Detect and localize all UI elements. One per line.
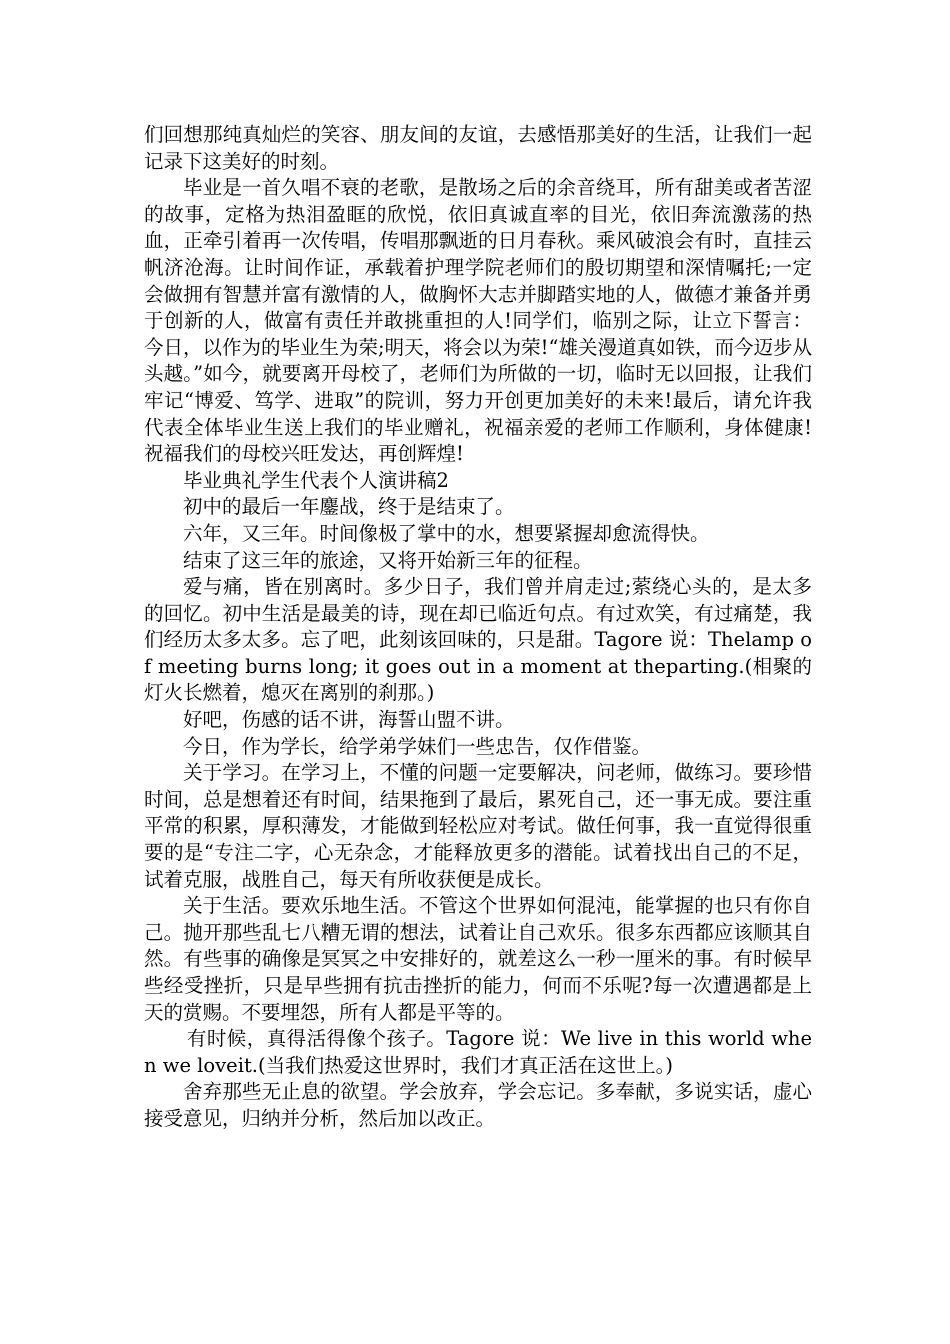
speech-title: 毕业典礼学生代表个人演讲稿2 <box>183 468 449 492</box>
document-body <box>144 122 812 1133</box>
paragraph-new-journey: 结束了这三年的旅途，又将开始新三年的征程。 <box>183 548 593 572</box>
paragraph-love-and-pain: 爱与痛，皆在别离时。多少日子，我们曾并肩走过;萦绕心头的，是太多的回忆。初中生活是最美的诗，现在却已临近句点。有过欢笑，有过痛楚，我们经历太多太多。忘了吧，此刻该回味的，只是甜。Tagore 说：Thelamp of meeting burns long; it goes out in a moment at theparting.(相聚的灯火长燃着，熄灭在离别的刹那。) <box>144 575 812 705</box>
paragraph-let-go: 舍弃那些无止息的欲望。学会放弃，学会忘记。多奉献，多说实话，虚心接受意见，归纳并分析，然后加以改正。 <box>144 1080 812 1130</box>
paragraph-graduation-song: 毕业是一首久唱不衰的老歌，是散场之后的余音绕耳，所有甜美或者苦涩的故事，定格为热泪盈眶的欣悦，依旧真诚直率的目光，依旧奔流激荡的热血，正牵引着再一次传唱，传唱那飘逝的日月春秋。乘风破浪会有时，直挂云帆济沧海。让时间作证，承载着护理学院老师们的殷切期望和深情嘱托;一定会做拥有智慧并富有激情的人，做胸怀大志并脚踏实地的人，做德才兼备并勇于创新的人，做富有责任并敢挑重担的人!同学们，临别之际，让立下誓言：今日，以作为的毕业生为荣;明天，将会以为荣!“雄关漫道真如铁，而今迈步从头越。”如今，就要离开母校了，老师们为所做的一切，临时无以回报，让我们牢记“博爱、笃学、进取”的院训，努力开创更加美好的未来!最后，请允许我代表全体毕业生送上我们的毕业赠礼，祝福亲爱的老师工作顺利，身体健康!祝福我们的母校兴旺发达，再创辉煌! <box>144 176 812 466</box>
paragraph-final-year: 初中的最后一年鏖战，终于是结束了。 <box>183 495 515 519</box>
paragraph-advice-intro: 今日，作为学长，给学弟学妹们一些忠告，仅作借鉴。 <box>183 734 652 758</box>
paragraph-about-life: 关于生活。要欢乐地生活。不管这个世界如何混沌，能掌握的也只有你自己。抛开那些乱七八糟无谓的想法，试着让自己欢乐。很多东西都应该顺其自然。有些事的确像是冥冥之中安排好的，就差这么一秒一厘米的事。有时候早些经受挫折，只是早些拥有抗击挫折的能力，何而不乐呢?每一次遭遇都是上天的赏赐。不要埋怨，所有人都是平等的。 <box>144 894 812 1024</box>
paragraph-intro-continuation: 们回想那纯真灿烂的笑容、朋友间的友谊，去感悟那美好的生活，让我们一起记录下这美好的时刻。 <box>144 123 812 173</box>
paragraph-about-study: 关于学习。在学习上，不懂的问题一定要解决，问老师，做练习。要珍惜时间，总是想着还有时间，结果拖到了最后，累死自己，还一事无成。要注重平常的积累，厚积薄发，才能做到轻松应对考试。做任何事，我一直觉得很重要的是“专注二字，心无杂念，才能释放更多的潜能。试着找出自己的不足，试着克服，战胜自己，每天有所收获便是成长。 <box>144 761 812 891</box>
paragraph-like-a-child: 有时候，真得活得像个孩子。Tagore 说：We live in this world when we loveit.(当我们热爱这世界时，我们才真正活在这世上。) <box>144 1027 812 1077</box>
paragraph-no-sad-words: 好吧，伤感的话不讲，海誓山盟不讲。 <box>183 708 515 732</box>
paragraph-six-years: 六年，又三年。时间像极了掌中的水，想要紧握却愈流得快。 <box>183 521 710 545</box>
